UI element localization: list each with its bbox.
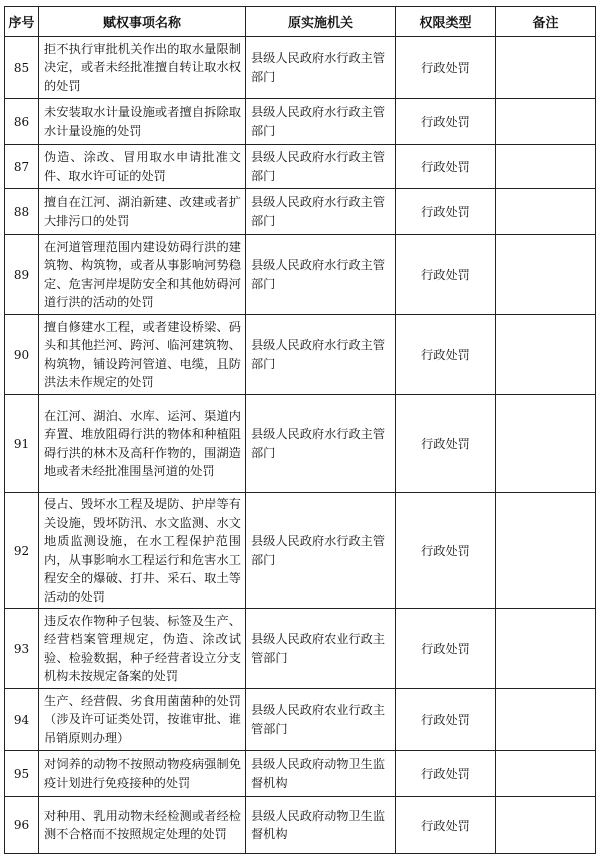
permission-type-cell: 行政处罚 xyxy=(396,689,496,751)
item-name-cell: 擅自在江河、湖泊新建、改建或者扩大排污口的处罚 xyxy=(39,189,246,235)
header-original-authority: 原实施机关 xyxy=(246,7,396,37)
authority-cell: 县级人民政府农业行政主管部门 xyxy=(246,609,396,689)
authority-cell: 县级人民政府水行政主管部门 xyxy=(246,395,396,493)
item-name-cell: 在河道管理范围内建设妨碍行洪的建筑物、构筑物，或者从事影响河势稳定、危害河岸堤防安全和其他妨碍河道行洪的活动的处罚 xyxy=(39,235,246,315)
remarks-cell xyxy=(496,99,596,145)
header-item-name: 赋权事项名称 xyxy=(39,7,246,37)
row-number: 93 xyxy=(5,609,39,689)
table-row xyxy=(5,99,596,145)
remarks-cell xyxy=(496,145,596,189)
item-name-cell: 生产、经营假、劣食用菌菌种的处罚（涉及许可证类处罚，按谁审批、谁吊销原则办理） xyxy=(39,689,246,751)
permission-type-cell: 行政处罚 xyxy=(396,145,496,189)
row-number: 90 xyxy=(5,315,39,395)
authority-cell: 县级人民政府水行政主管部门 xyxy=(246,235,396,315)
table-row xyxy=(5,37,596,99)
permission-type-cell: 行政处罚 xyxy=(396,751,496,797)
authority-cell: 县级人民政府动物卫生监督机构 xyxy=(246,751,396,797)
header-number: 序号 xyxy=(5,7,39,37)
item-name-cell: 对种用、乳用动物未经检测或者经检测不合格而不按照规定处理的处罚 xyxy=(39,797,246,854)
row-number: 91 xyxy=(5,395,39,493)
permissions-table xyxy=(4,6,596,854)
authority-cell: 县级人民政府水行政主管部门 xyxy=(246,189,396,235)
remarks-cell xyxy=(496,189,596,235)
permission-type-cell: 行政处罚 xyxy=(396,189,496,235)
permission-type-cell: 行政处罚 xyxy=(396,493,496,609)
row-number: 85 xyxy=(5,37,39,99)
row-number: 87 xyxy=(5,145,39,189)
authority-cell: 县级人民政府水行政主管部门 xyxy=(246,99,396,145)
item-name-cell: 侵占、毁坏水工程及堤防、护岸等有关设施，毁坏防汛、水文监测、水文地质监测设施，在水工程保护范围内，从事影响水工程运行和危害水工程安全的爆破、打井、采石、取土等活动的处罚 xyxy=(39,493,246,609)
remarks-cell xyxy=(496,689,596,751)
item-name-cell: 伪造、涂改、冒用取水申请批准文件、取水许可证的处罚 xyxy=(39,145,246,189)
item-name-cell: 未安装取水计量设施或者擅自拆除取水计量设施的处罚 xyxy=(39,99,246,145)
permission-type-cell: 行政处罚 xyxy=(396,37,496,99)
item-name-cell: 违反农作物种子包装、标签及生产、经营档案管理规定，伪造、涂改试验、检验数据，种子经营者设立分支机构未按规定备案的处罚 xyxy=(39,609,246,689)
table-row xyxy=(5,235,596,315)
authority-cell: 县级人民政府水行政主管部门 xyxy=(246,315,396,395)
remarks-cell xyxy=(496,395,596,493)
table-row xyxy=(5,751,596,797)
permission-type-cell: 行政处罚 xyxy=(396,395,496,493)
table-row xyxy=(5,493,596,609)
row-number: 89 xyxy=(5,235,39,315)
permission-type-cell: 行政处罚 xyxy=(396,315,496,395)
remarks-cell xyxy=(496,493,596,609)
table-row xyxy=(5,315,596,395)
table-row xyxy=(5,189,596,235)
table-row xyxy=(5,609,596,689)
remarks-cell xyxy=(496,797,596,854)
remarks-cell xyxy=(496,315,596,395)
authority-cell: 县级人民政府农业行政主管部门 xyxy=(246,689,396,751)
row-number: 94 xyxy=(5,689,39,751)
row-number: 86 xyxy=(5,99,39,145)
remarks-cell xyxy=(496,37,596,99)
authority-cell: 县级人民政府动物卫生监督机构 xyxy=(246,797,396,854)
authority-cell: 县级人民政府水行政主管部门 xyxy=(246,37,396,99)
table-row xyxy=(5,689,596,751)
item-name-cell: 对饲养的动物不按照动物疫病强制免疫计划进行免疫接种的处罚 xyxy=(39,751,246,797)
item-name-cell: 擅自修建水工程，或者建设桥梁、码头和其他拦河、跨河、临河建筑物、构筑物，铺设跨河管道、电缆，且防洪法未作规定的处罚 xyxy=(39,315,246,395)
remarks-cell xyxy=(496,235,596,315)
table-row xyxy=(5,145,596,189)
header-row xyxy=(5,7,596,37)
permission-type-cell: 行政处罚 xyxy=(396,235,496,315)
table-row xyxy=(5,797,596,854)
item-name-cell: 在江河、湖泊、水库、运河、渠道内弃置、堆放阻碍行洪的物体和种植阻碍行洪的林木及高秆作物的，围湖造地或者未经批准围垦河道的处罚 xyxy=(39,395,246,493)
permission-type-cell: 行政处罚 xyxy=(396,797,496,854)
item-name-cell: 拒不执行审批机关作出的取水量限制决定，或者未经批准擅自转让取水权的处罚 xyxy=(39,37,246,99)
remarks-cell xyxy=(496,751,596,797)
row-number: 95 xyxy=(5,751,39,797)
authority-cell: 县级人民政府水行政主管部门 xyxy=(246,493,396,609)
permission-type-cell: 行政处罚 xyxy=(396,609,496,689)
header-permission-type: 权限类型 xyxy=(396,7,496,37)
remarks-cell xyxy=(496,609,596,689)
permission-type-cell: 行政处罚 xyxy=(396,99,496,145)
table-row xyxy=(5,395,596,493)
row-number: 88 xyxy=(5,189,39,235)
header-remarks: 备注 xyxy=(496,7,596,37)
authority-cell: 县级人民政府水行政主管部门 xyxy=(246,145,396,189)
row-number: 96 xyxy=(5,797,39,854)
row-number: 92 xyxy=(5,493,39,609)
